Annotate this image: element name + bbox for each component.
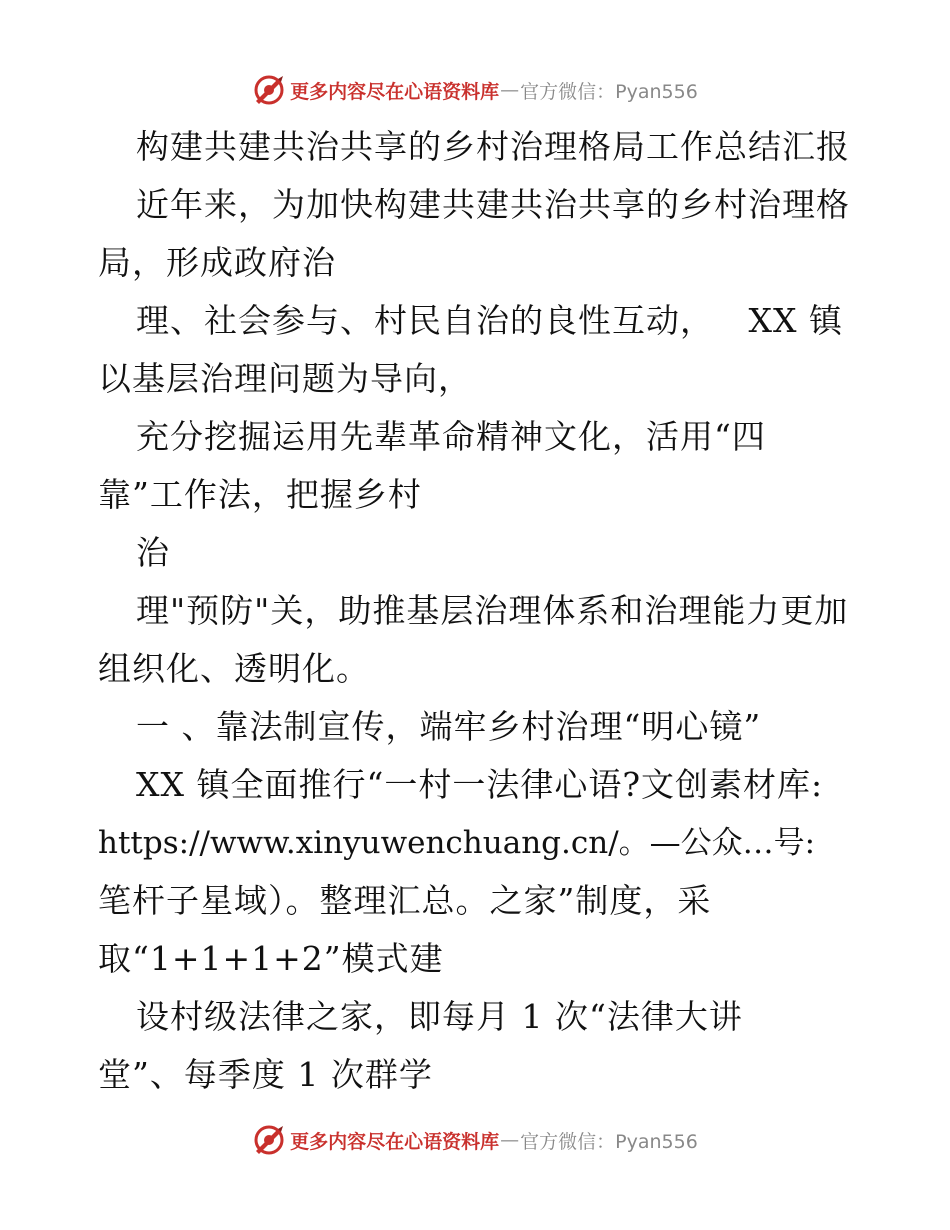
separator-dash: —: [500, 1129, 520, 1151]
document-title: 构建共建共治共享的乡村治理格局工作总结汇报: [136, 127, 850, 166]
paragraph-line: 设村级法律之家，即每月 1 次“法律大讲: [136, 997, 743, 1036]
paragraph-line: 以基层治理问题为导向，: [98, 359, 472, 398]
brand-text: 更多内容尽在心语资料库: [290, 1130, 500, 1153]
brand-text: 更多内容尽在心语资料库: [290, 80, 500, 103]
paragraph-line: 组织化、透明化。: [98, 649, 370, 688]
separator-dash: —: [500, 79, 520, 101]
paragraph-line: 充分挖掘运用先辈革命精神文化，活用“四: [136, 417, 766, 456]
paragraph-line: 理"预防"关，助推基层治理体系和治理能力更加: [136, 591, 849, 630]
wechat-id-text: 官方微信：Pyan556: [520, 80, 698, 103]
wechat-id-text: 官方微信：Pyan556: [520, 1130, 698, 1153]
footer-banner: [0, 1120, 950, 1160]
paragraph-line: 局，形成政府治: [98, 243, 336, 282]
paragraph-line: 靠”工作法，把握乡村: [98, 475, 422, 514]
paragraph-line: 取“1+1+1+2”模式建: [98, 939, 444, 978]
header-banner: [0, 70, 950, 110]
document-body: [98, 118, 868, 1104]
paragraph-line: 笔杆子星域）。整理汇总。之家”制度，采: [98, 881, 712, 920]
paragraph-line: 堂”、每季度 1 次群学: [98, 1055, 433, 1094]
logo-icon: [252, 1123, 286, 1157]
paragraph-line: XX 镇全面推行“一村一法律心语?文创素材库:: [136, 765, 824, 804]
paragraph-line: 治: [136, 533, 170, 572]
logo-icon: [252, 73, 286, 107]
section-heading: 一 、靠法制宣传，端牢乡村治理“明心镜”: [136, 707, 762, 746]
paragraph-line: 近年来，为加快构建共建共治共享的乡村治理格: [136, 185, 850, 224]
paragraph-line: 理、社会参与、村民自治的良性互动， XX 镇: [136, 301, 843, 340]
paragraph-line-url: https://www.xinyuwenchuang.cn/。—公众…号:: [98, 825, 816, 861]
